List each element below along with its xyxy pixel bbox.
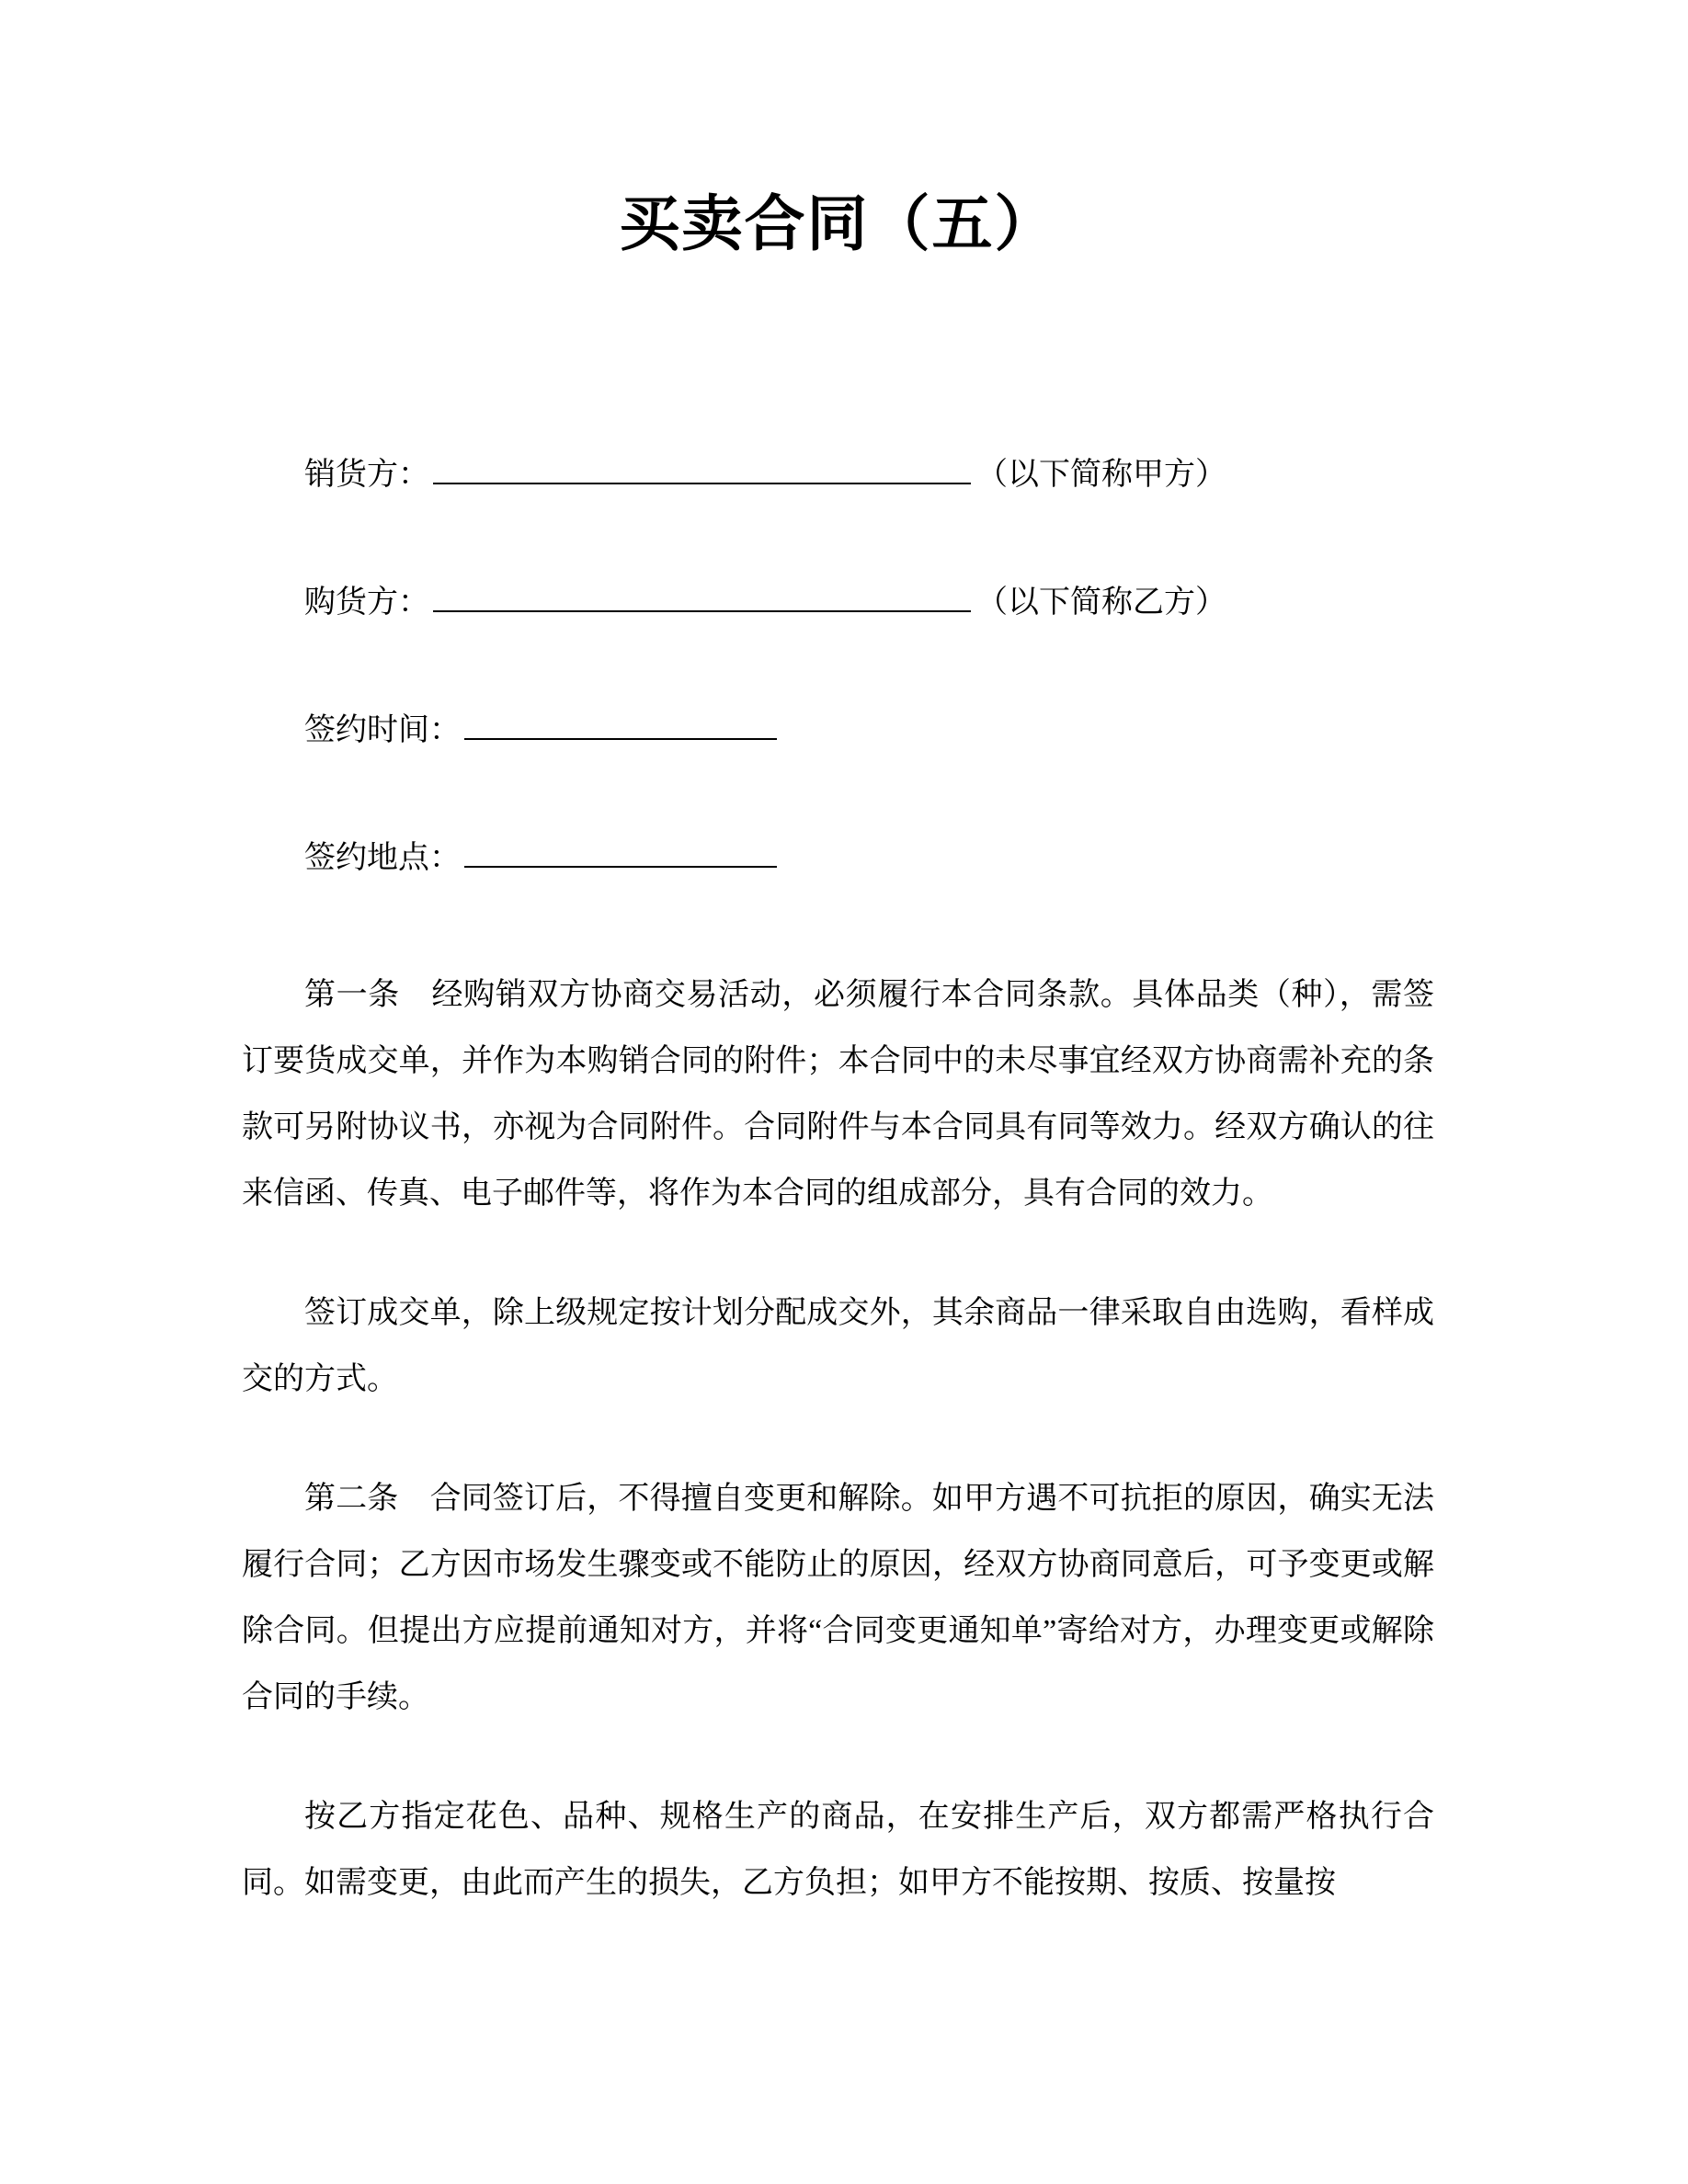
field-signing-time <box>304 707 1434 754</box>
field-signing-time-blank <box>464 707 777 740</box>
field-buyer-label: 购货方： <box>304 586 429 620</box>
field-signing-place-blank <box>464 835 777 868</box>
document-title: 买卖合同（五） <box>619 189 1057 257</box>
field-buyer-suffix: （以下简称乙方） <box>976 586 1226 620</box>
field-seller <box>304 451 1434 498</box>
contract-paragraph-production-note: 按乙方指定花色、品种、规格生产的商品，在安排生产后，双方都需严格执行合同。如需变更，由此而产生的损失，乙方负担；如甲方不能按期、按质、按量按 <box>242 1800 1434 1900</box>
field-buyer-blank <box>433 579 971 612</box>
contract-paragraph-article-2: 第二条 合同签订后，不得擅自变更和解除。如甲方遇不可抗拒的原因，确实无法履行合同；乙方因市场发生骤变或不能防止的原因，经双方协商同意后，可予变更或解除合同。但提出方应提前通知对方，并将“合同变更通知单”寄给对方，办理变更或解除合同的手续。 <box>242 1482 1434 1714</box>
contract-body <box>242 962 1434 1917</box>
contract-paragraph-article-1: 第一条 经购销双方协商交易活动，必须履行本合同条款。具体品类（种），需签订要货成交单，并作为本购销合同的附件；本合同中的未尽事宜经双方协商需补充的条款可另附协议书，亦视为合同附件。合同附件与本合同具有同等效力。经双方确认的往来信函、传真、电子邮件等，将作为本合同的组成部分，具有合同的效力。 <box>242 978 1434 1211</box>
field-seller-blank <box>433 451 971 484</box>
field-seller-label: 销货方： <box>304 458 429 492</box>
field-signing-time-label: 签约时间： <box>304 713 461 747</box>
contract-paragraph-deal-note: 签订成交单，除上级规定按计划分配成交外，其余商品一律采取自由选购，看样成交的方式。 <box>242 1296 1434 1396</box>
field-buyer <box>304 579 1434 626</box>
header-fields <box>242 451 1434 882</box>
field-seller-suffix: （以下简称甲方） <box>976 458 1226 492</box>
field-signing-place-label: 签约地点： <box>304 841 461 875</box>
field-signing-place <box>304 835 1434 882</box>
